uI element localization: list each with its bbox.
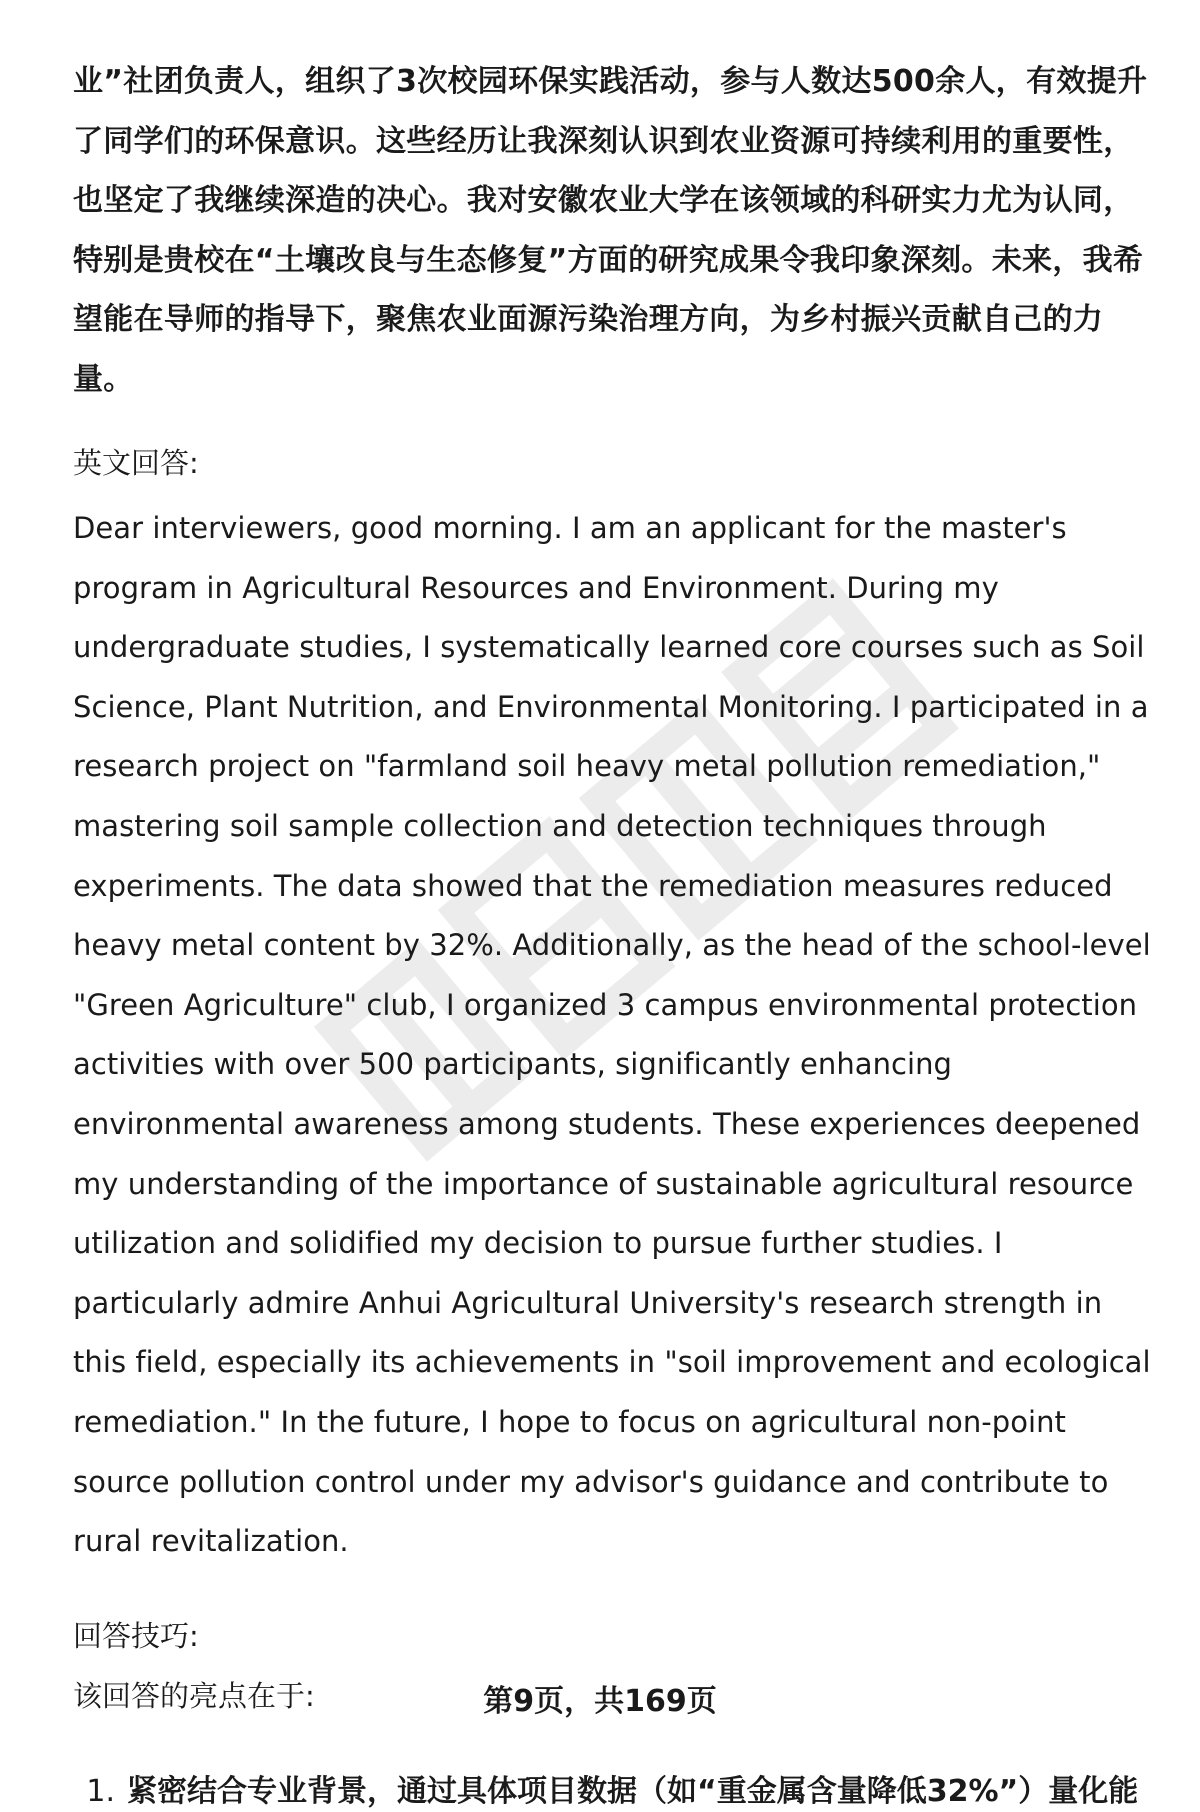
tips-label: 回答技巧: bbox=[73, 1618, 199, 1653]
list-item bbox=[73, 1772, 1163, 1812]
page-content bbox=[73, 52, 1163, 1812]
chinese-answer-paragraph: 业”社团负责人，组织了3次校园环保实践活动，参与人数达500余人，有效提升了同学们的环保意识。这些经历让我深刻认识到农业资源可持续利用的重要性，也坚定了我继续深造的决心。我对安徽农业大学在该领域的科研实力尤为认同，特别是贵校在“土壤改良与生态修复”方面的研究成果令我印象深刻。未来，我希望能在导师的指导下，聚焦农业面源污染治理方向，为乡村振兴贡献自己的力量。 bbox=[73, 64, 1148, 397]
list-item-text: 紧密结合专业背景，通过具体项目数据（如“重金属含量降低32%”）量化能 bbox=[127, 1773, 1139, 1809]
highlights-list bbox=[73, 1772, 1163, 1812]
page-footer: 第9页，共169页 bbox=[483, 1684, 717, 1719]
english-answer-label: 英文回答: bbox=[73, 446, 199, 480]
english-answer-paragraph: Dear interviewers, good morning. I am an applicant for the master's program in Agricultural Resources and Environment. During my undergraduate studies, I systematically learned core courses such as Soil Science, Plant Nutrition, and Environmental Monitoring. I participated in a research project on "farmland soil heavy metal pollution remediation," mastering soil sample collection and detection techniques through experiments. The data showed that the remediation measures reduced heavy metal content by 32%. Additionally, as the head of the school-level "Green Agriculture" club, I organized 3 campus environmental protection activities with over 500 participants, significantly enhancing environmental awareness among students. These experiences deepened my understanding of the importance of sustainable agricultural resource utilization and solidified my decision to pursue further studies. I particularly admire Anhui Agricultural University's research strength in this field, especially its achievements in "soil improvement and ecological remediation." In the future, I hope to focus on agricultural non-point source pollution control under my advisor's guidance and contribute to rural revitalization. bbox=[73, 511, 1151, 1559]
list-item-number: 1. bbox=[86, 1773, 115, 1809]
highlights-label: 该回答的亮点在于: bbox=[73, 1678, 315, 1713]
